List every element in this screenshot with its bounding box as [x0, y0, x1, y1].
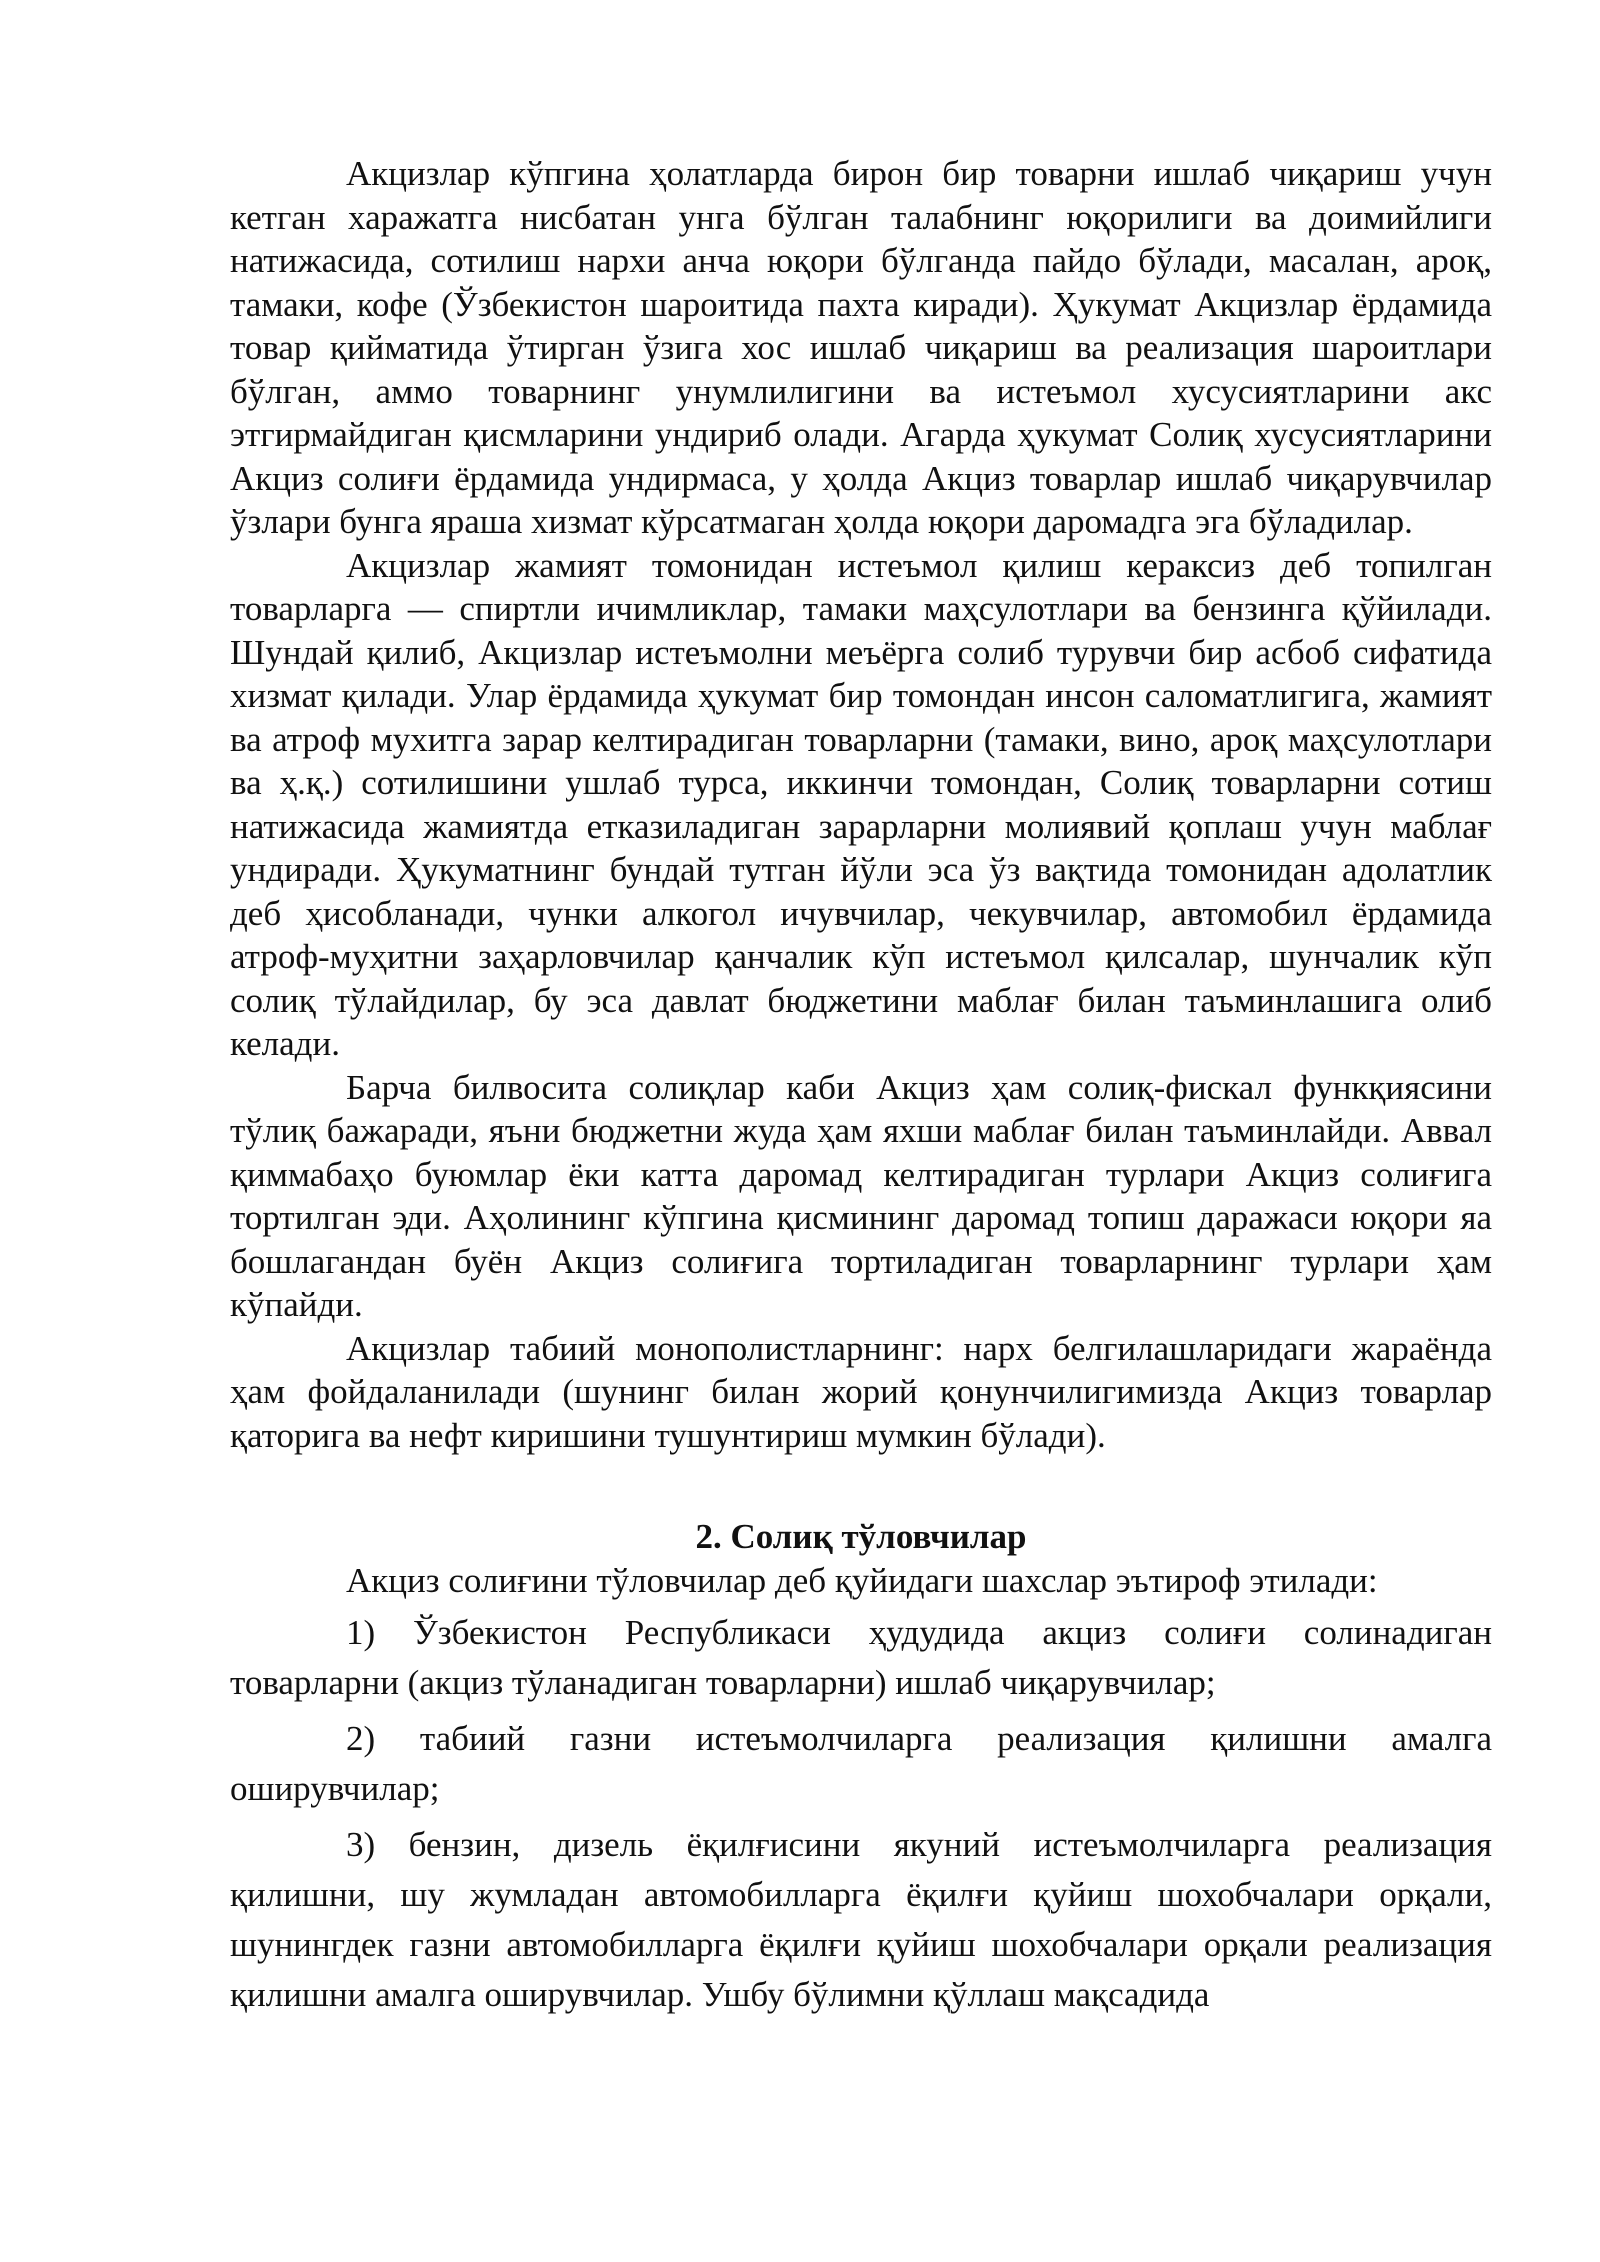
paragraph-1: Акцизлар кўпгина ҳолатларда бирон бир товарни ишлаб чиқариш учун кетган харажатга нисбатан унга бўлган талабнинг юқорилиги ва доимийлиги натижасида, сотилиш нархи анча юқори бўлганда пайдо бўлади, масалан, ароқ, тамаки, кофе (Ўзбекистон шароитида пахта киради). Ҳукумат Акцизлар ёрдамида товар қийматида ўтирган ўзига хос ишлаб чиқариш ва реализация шароитлари бўлган, аммо товарнинг унумлилигини ва истеъмол хусусиятларини акс этгирмайдиган қисмларини ундириб олади. Агарда ҳукумат Солиқ хусусиятларини Акциз солиғи ёрдамида ундирмаса, у ҳолда Акциз товарлар ишлаб чиқарувчилар ўзлари бунга яраша хизмат кўрсатмаган ҳолда юқори даромадга эга бўладилар. — [230, 154, 1492, 541]
section-intro: Акциз солиғини тўловчилар деб қуйидаги шахслар эътироф этилади: — [346, 1560, 1378, 1600]
list-item-2: 2) табиий газни истеъмолчиларга реализация қилишни амалга оширувчилар; — [230, 1719, 1492, 1808]
list-item-1: 1) Ўзбекистон Республикаси ҳудудида акциз солиғи солинадиган товарларни (акциз тўланадиган товарларни) ишлаб чиқарувчилар; — [230, 1613, 1492, 1702]
list-item-3: 3) бензин, дизель ёқилғисини якуний истеъмолчиларга реализация қилишни, шу жумладан автомобилларга ёқилғи қуйиш шохобчалари орқали, шунингдек газни автомобилларга ёқилғи қуйиш шохобчалари орқали реализация қилишни амалга оширувчилар. Ушбу бўлимни қўллаш мақсадида — [230, 1825, 1492, 2014]
section-heading: 2. Солиқ тўловчилар — [695, 1517, 1027, 1556]
document-page — [230, 152, 1492, 2020]
paragraph-3: Барча билвосита солиқлар каби Акциз ҳам солиқ-фискал функқиясини тўлиқ бажаради, яъни бюджетни жуда ҳам яхши маблағ билан таъминлайди. Аввал қиммабаҳо буюмлар ёки катта даромад келтирадиган турлари Акциз солиғига тортилган эди. Аҳолининг кўпгина қисмининг даромад топиш даражаси юқори яа бошлагандан буён Акциз солиғига тортиладиган товарларнинг турлари ҳам кўпайди. — [230, 1067, 1492, 1324]
paragraph-4: Акцизлар табиий монополистларнинг: нарх белгилашларидаги жараёнда ҳам фойдаланилади (шунинг билан жорий қонунчилигимизда Акциз товарлар қаторига ва нефт киришини тушунтириш мумкин бўлади). — [230, 1328, 1492, 1455]
paragraph-2: Акцизлар жамият томонидан истеъмол қилиш кераксиз деб топилган товарларга — спиртли ичимликлар, тамаки маҳсулотлари ва бензинга қўйилади. Шундай қилиб, Акцизлар истеъмолни меъёрга солиб турувчи бир асбоб сифатида хизмат қилади. Улар ёрдамида ҳукумат бир томондан инсон саломатлигига, жамият ва атроф мухитга зарар келтирадиган товарларни (тамаки, вино, ароқ маҳсулотлари ва ҳ.қ.) сотилишини ушлаб турса, иккинчи томондан, Солиқ товарларни сотиш натижасида жамиятда етказиладиган зарарларни молиявий қоплаш учун маблағ ундиради. Ҳукуматнинг бундай тутган йўли эса ўз вақтида томонидан адолатлик деб ҳисобланади, чунки алкогол ичувчилар, чекувчилар, автомобил ёрдамида атроф-муҳитни заҳарловчилар қанчалик кўп истеъмол қилсалар, шунчалик кўп солиқ тўлайдилар, бу эса давлат бюджетини маблағ билан таъминлашига олиб келади. — [230, 545, 1492, 1063]
